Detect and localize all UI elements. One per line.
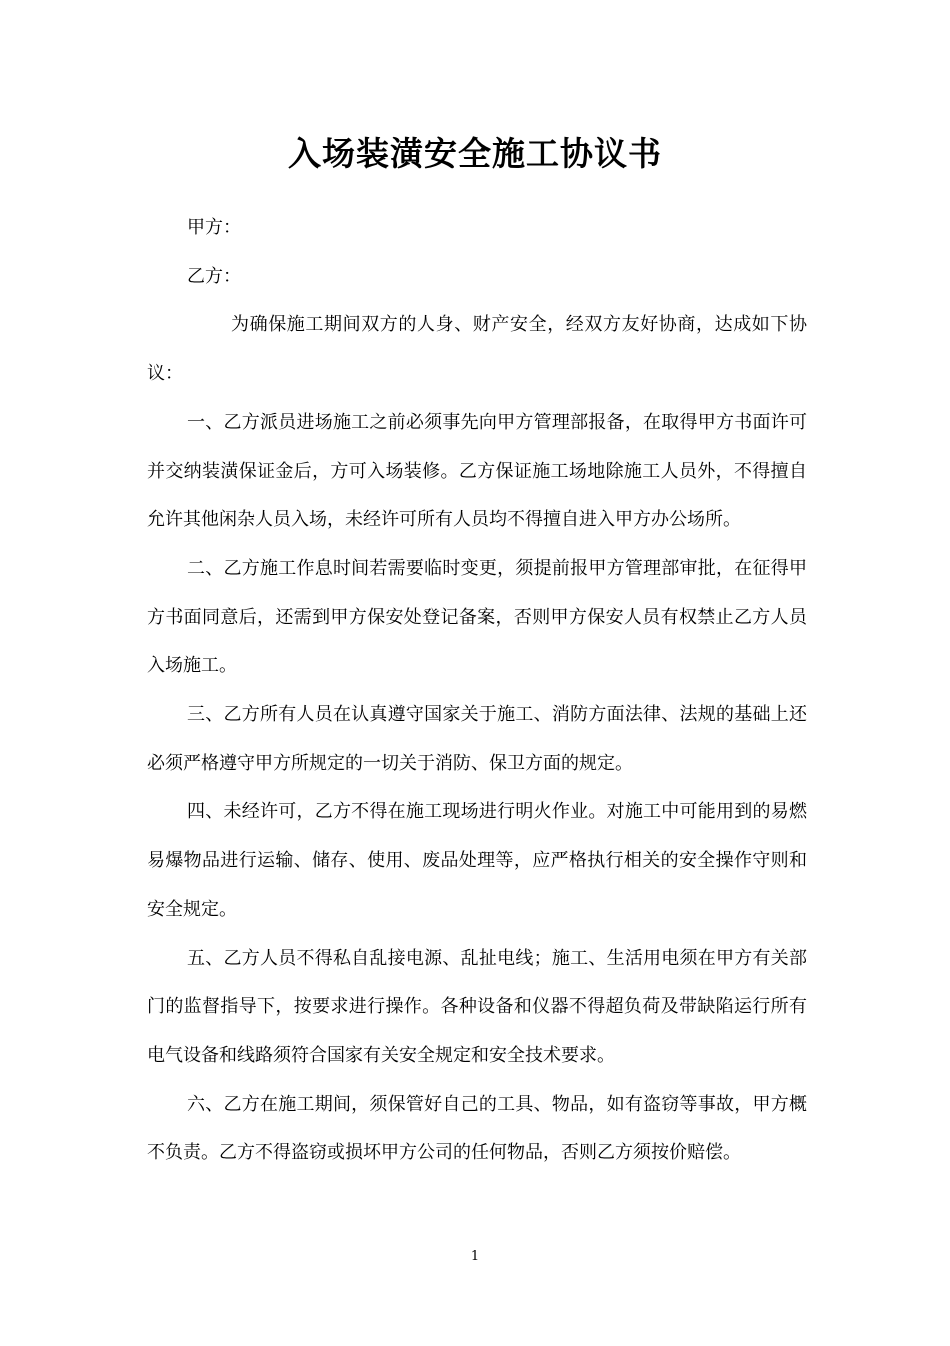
document-body: [147, 204, 807, 1178]
document-title: 入场装潢安全施工协议书: [288, 134, 662, 173]
intro-paragraph: 为确保施工期间双方的人身、财产安全，经双方友好协商，达成如下协议：: [147, 314, 807, 385]
clause-paragraph: 一、乙方派员进场施工之前必须事先向甲方管理部报备，在取得甲方书面许可并交纳装潢保证金后，方可入场装修。乙方保证施工场地除施工人员外，不得擅自允许其他闲杂人员入场，未经许可所有人员均不得擅自进入甲方办公场所。: [147, 411, 807, 531]
clause-paragraph: 二、乙方施工作息时间若需要临时变更，须提前报甲方管理部审批，在征得甲方书面同意后，还需到甲方保安处登记备案，否则甲方保安人员有权禁止乙方人员入场施工。: [147, 557, 807, 677]
clause-paragraph: 四、未经许可，乙方不得在施工现场进行明火作业。对施工中可能用到的易燃易爆物品进行运输、储存、使用、废品处理等，应严格执行相关的安全操作守则和安全规定。: [147, 801, 807, 920]
party-a-label: 甲方：: [187, 217, 241, 238]
clause-paragraph: 五、乙方人员不得私自乱接电源、乱扯电线；施工、生活用电须在甲方有关部门的监督指导下，按要求进行操作。各种设备和仪器不得超负荷及带缺陷运行所有电气设备和线路须符合国家有关安全规定和安全技术要求。: [147, 947, 807, 1066]
page-number: 1: [470, 1249, 480, 1264]
party-b-label: 乙方：: [187, 265, 241, 287]
clause-paragraph: 六、乙方在施工期间，须保管好自己的工具、物品，如有盗窃等事故，甲方概不负责。乙方不得盗窃或损坏甲方公司的任何物品，否则乙方须按价赔偿。: [147, 1093, 807, 1164]
clause-paragraph: 三、乙方所有人员在认真遵守国家关于施工、消防方面法律、法规的基础上还必须严格遵守甲方所规定的一切关于消防、保卫方面的规定。: [147, 704, 807, 774]
